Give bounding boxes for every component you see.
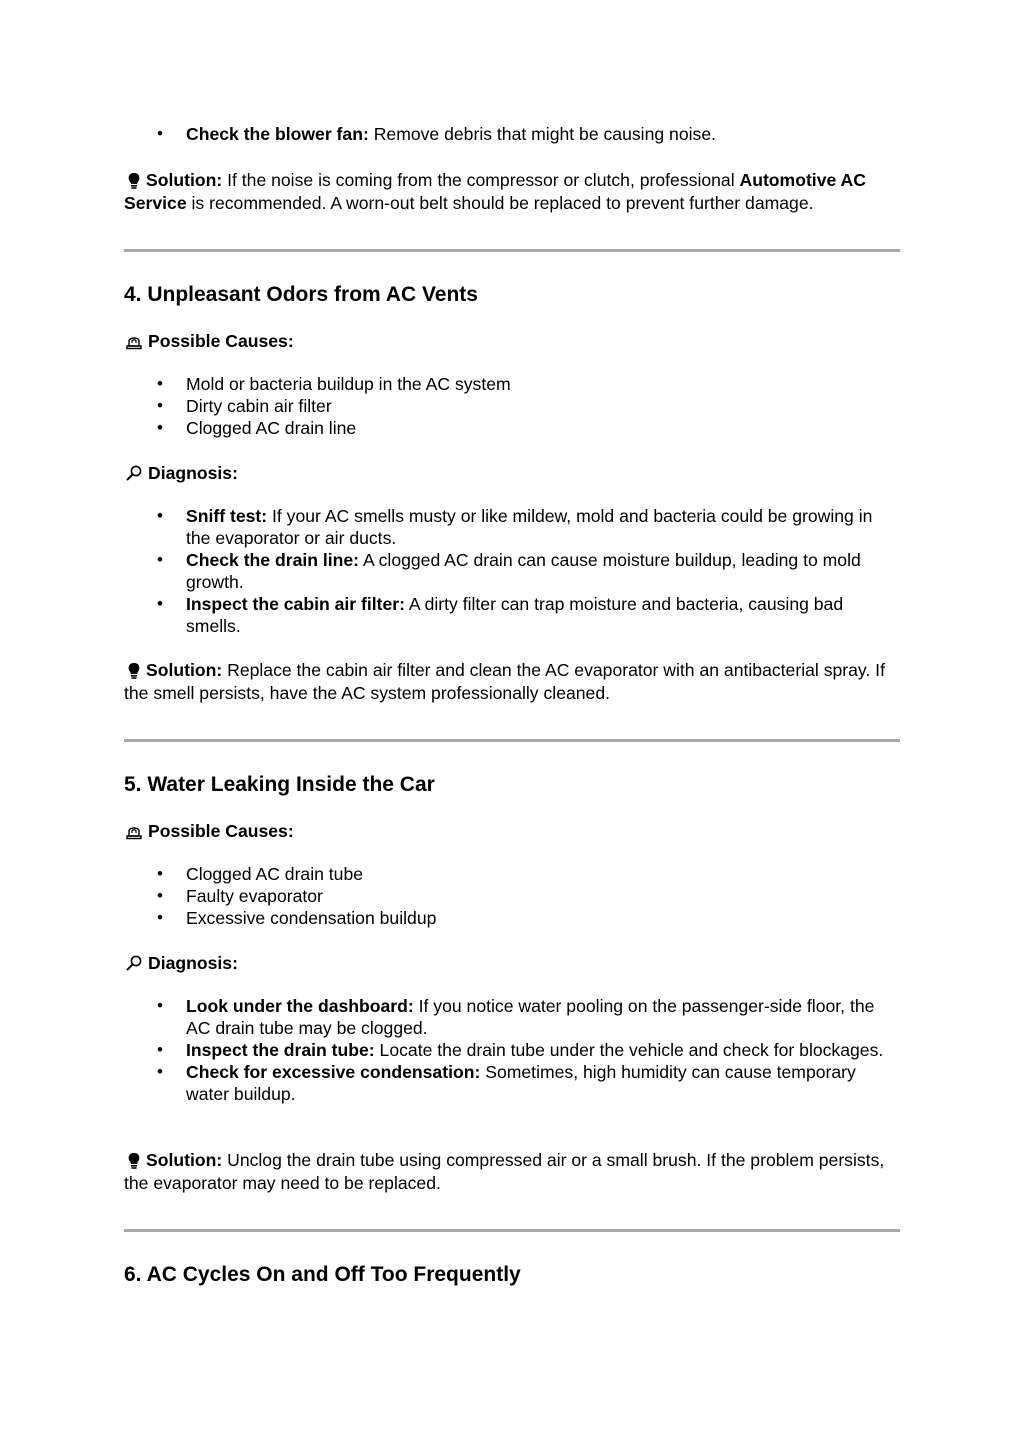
alarm-light-icon: [124, 822, 144, 840]
list-item: • Check the blower fan: Remove debris that might be causing noise.: [157, 124, 716, 144]
section-heading: 4. Unpleasant Odors from AC Vents: [124, 283, 478, 306]
list-item: • Mold or bacteria buildup in the AC system: [157, 374, 511, 394]
list-item: • Clogged AC drain line: [157, 418, 357, 438]
solution-paragraph: Solution: Replace the cabin air filter and clean the AC evaporator with an antibacterial spray. If the smell persists, have the AC system professionally cleaned.: [124, 660, 885, 703]
divider: [124, 1229, 900, 1232]
lightbulb-icon: [124, 662, 144, 680]
section-heading: 5. Water Leaking Inside the Car: [124, 773, 435, 796]
diagnosis-list: [124, 995, 900, 1105]
diagnosis-heading: Diagnosis:: [124, 952, 900, 974]
diagnosis-list: [124, 505, 900, 637]
solution-paragraph: Solution: If the noise is coming from the compressor or clutch, professional Automotive AC Service is recommended. A worn-out belt should be replaced to prevent further damage.: [124, 170, 866, 213]
list-item: • Dirty cabin air filter: [157, 396, 332, 416]
alarm-light-icon: [124, 332, 144, 350]
bullet-list: [124, 123, 900, 145]
lightbulb-icon: [124, 1152, 144, 1170]
causes-heading: Possible Causes:: [124, 820, 900, 842]
list-item: • Check the drain line: A clogged AC drain can cause moisture buildup, leading to mold growth.: [157, 550, 861, 592]
list-item: • Excessive condensation buildup: [157, 908, 437, 928]
list-item: • Look under the dashboard: If you notice water pooling on the passenger-side floor, the AC drain tube may be clogged.: [157, 996, 875, 1038]
list-item: • Inspect the drain tube: Locate the drain tube under the vehicle and check for blockages.: [157, 1040, 884, 1060]
diagnosis-heading: Diagnosis:: [124, 462, 900, 484]
magnifier-icon: [124, 954, 144, 972]
list-item: • Inspect the cabin air filter: A dirty filter can trap moisture and bacteria, causing bad smells.: [157, 594, 844, 636]
causes-list: [124, 373, 900, 439]
causes-list: [124, 863, 900, 929]
list-item: • Sniff test: If your AC smells musty or like mildew, mold and bacteria could be growing in the evaporator or air ducts.: [157, 506, 873, 548]
solution-paragraph: Solution: Unclog the drain tube using compressed air or a small brush. If the problem persists, the evaporator may need to be replaced.: [124, 1150, 885, 1193]
divider: [124, 739, 900, 742]
section-heading: 6. AC Cycles On and Off Too Frequently: [124, 1263, 521, 1286]
magnifier-icon: [124, 464, 144, 482]
list-item: • Faulty evaporator: [157, 886, 323, 906]
list-item: • Clogged AC drain tube: [157, 864, 364, 884]
divider: [124, 249, 900, 252]
causes-heading: Possible Causes:: [124, 330, 900, 352]
lightbulb-icon: [124, 172, 144, 190]
list-item: • Check for excessive condensation: Sometimes, high humidity can cause temporary water buildup.: [157, 1062, 856, 1104]
